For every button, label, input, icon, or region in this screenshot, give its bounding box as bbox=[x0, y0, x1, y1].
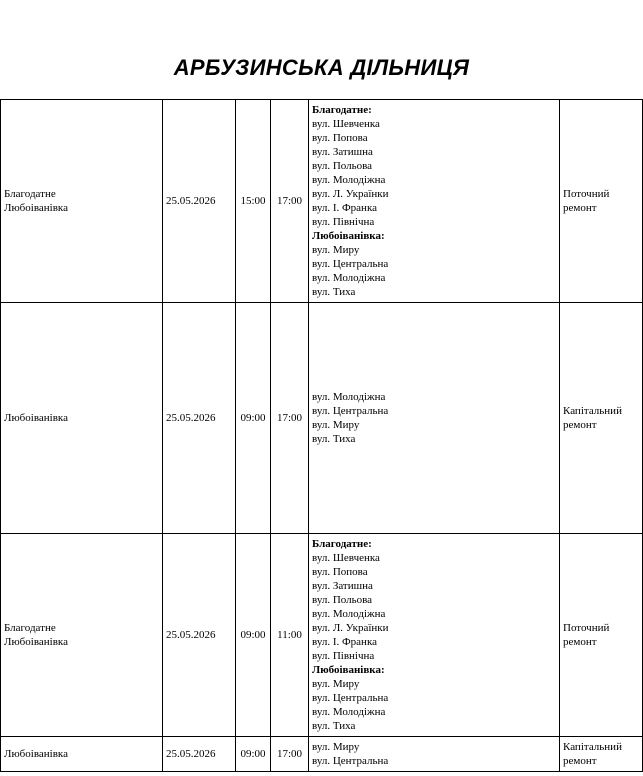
settlement-header: Любоіванівка: bbox=[312, 664, 385, 676]
location-name: Любоіванівка bbox=[4, 748, 68, 760]
work-type-text: ремонт bbox=[563, 419, 597, 431]
locations-cell bbox=[1, 303, 163, 534]
street-name: вул. Затишна bbox=[312, 580, 373, 592]
end-time-cell: 17:00 bbox=[271, 100, 309, 303]
street-name: вул. Шевченка bbox=[312, 552, 380, 564]
street-name: вул. Миру bbox=[312, 741, 360, 753]
location-name: Благодатне bbox=[4, 188, 56, 200]
date-cell: 25.05.2026 bbox=[163, 100, 236, 303]
table-row bbox=[1, 534, 643, 737]
street-name: вул. Молодіжна bbox=[312, 174, 386, 186]
street-name: вул. Попова bbox=[312, 566, 368, 578]
street-name: вул. Миру bbox=[312, 678, 360, 690]
work-type-text: Капітальний bbox=[563, 405, 622, 417]
settlement-header: Благодатне: bbox=[312, 538, 372, 550]
street-name: вул. Польова bbox=[312, 594, 373, 606]
streets-cell bbox=[309, 737, 560, 772]
street-name: вул. Молодіжна bbox=[312, 272, 386, 284]
start-time-cell: 09:00 bbox=[236, 737, 271, 772]
streets-cell bbox=[309, 303, 560, 534]
page-title: АРБУЗИНСЬКА ДІЛЬНИЦЯ bbox=[173, 55, 470, 80]
date-cell: 25.05.2026 bbox=[163, 737, 236, 772]
streets-cell bbox=[309, 100, 560, 303]
street-name: вул. Північна bbox=[312, 216, 375, 228]
work-type-text: ремонт bbox=[563, 755, 597, 767]
street-name: вул. Центральна bbox=[312, 755, 389, 767]
street-name: вул. Центральна bbox=[312, 405, 389, 417]
work-type-text: ремонт bbox=[563, 202, 597, 214]
street-name: вул. Молодіжна bbox=[312, 391, 386, 403]
street-name: вул. Миру bbox=[312, 244, 360, 256]
street-name: вул. Затишна bbox=[312, 146, 373, 158]
end-time-cell: 17:00 bbox=[271, 303, 309, 534]
work-type-cell bbox=[560, 534, 643, 737]
work-type-text: Поточний bbox=[563, 188, 610, 200]
end-time-cell: 17:00 bbox=[271, 737, 309, 772]
start-time-cell: 09:00 bbox=[236, 534, 271, 737]
start-time-cell: 09:00 bbox=[236, 303, 271, 534]
street-name: вул. Миру bbox=[312, 419, 360, 431]
table-row bbox=[1, 303, 643, 534]
locations-cell bbox=[1, 737, 163, 772]
work-type-text: Поточний bbox=[563, 622, 610, 634]
table-row bbox=[1, 100, 643, 303]
street-name: вул. Тиха bbox=[312, 433, 356, 445]
street-name: вул. Л. Українки bbox=[312, 188, 389, 200]
street-name: вул. Польова bbox=[312, 160, 373, 172]
outage-schedule-table bbox=[0, 99, 643, 772]
location-name: Любоіванівка bbox=[4, 412, 68, 424]
end-time-cell: 11:00 bbox=[271, 534, 309, 737]
street-name: вул. Л. Українки bbox=[312, 622, 389, 634]
work-type-cell bbox=[560, 303, 643, 534]
work-type-cell bbox=[560, 100, 643, 303]
locations-cell bbox=[1, 534, 163, 737]
start-time-cell: 15:00 bbox=[236, 100, 271, 303]
settlement-header: Любоіванівка: bbox=[312, 230, 385, 242]
work-type-text: Капітальний bbox=[563, 741, 622, 753]
street-name: вул. Шевченка bbox=[312, 118, 380, 130]
location-name: Благодатне bbox=[4, 622, 56, 634]
street-name: вул. Молодіжна bbox=[312, 608, 386, 620]
table-row bbox=[1, 737, 643, 772]
work-type-cell bbox=[560, 737, 643, 772]
street-name: вул. Попова bbox=[312, 132, 368, 144]
date-cell: 25.05.2026 bbox=[163, 303, 236, 534]
date-cell: 25.05.2026 bbox=[163, 534, 236, 737]
street-name: вул. Північна bbox=[312, 650, 375, 662]
settlement-header: Благодатне: bbox=[312, 104, 372, 116]
street-name: вул. Центральна bbox=[312, 258, 389, 270]
street-name: вул. Тиха bbox=[312, 286, 356, 298]
street-name: вул. Тиха bbox=[312, 720, 356, 732]
locations-cell bbox=[1, 100, 163, 303]
location-name: Любоіванівка bbox=[4, 636, 68, 648]
street-name: вул. Центральна bbox=[312, 692, 389, 704]
street-name: вул. І. Франка bbox=[312, 202, 378, 214]
work-type-text: ремонт bbox=[563, 636, 597, 648]
street-name: вул. Молодіжна bbox=[312, 706, 386, 718]
street-name: вул. І. Франка bbox=[312, 636, 378, 648]
location-name: Любоіванівка bbox=[4, 202, 68, 214]
streets-cell bbox=[309, 534, 560, 737]
